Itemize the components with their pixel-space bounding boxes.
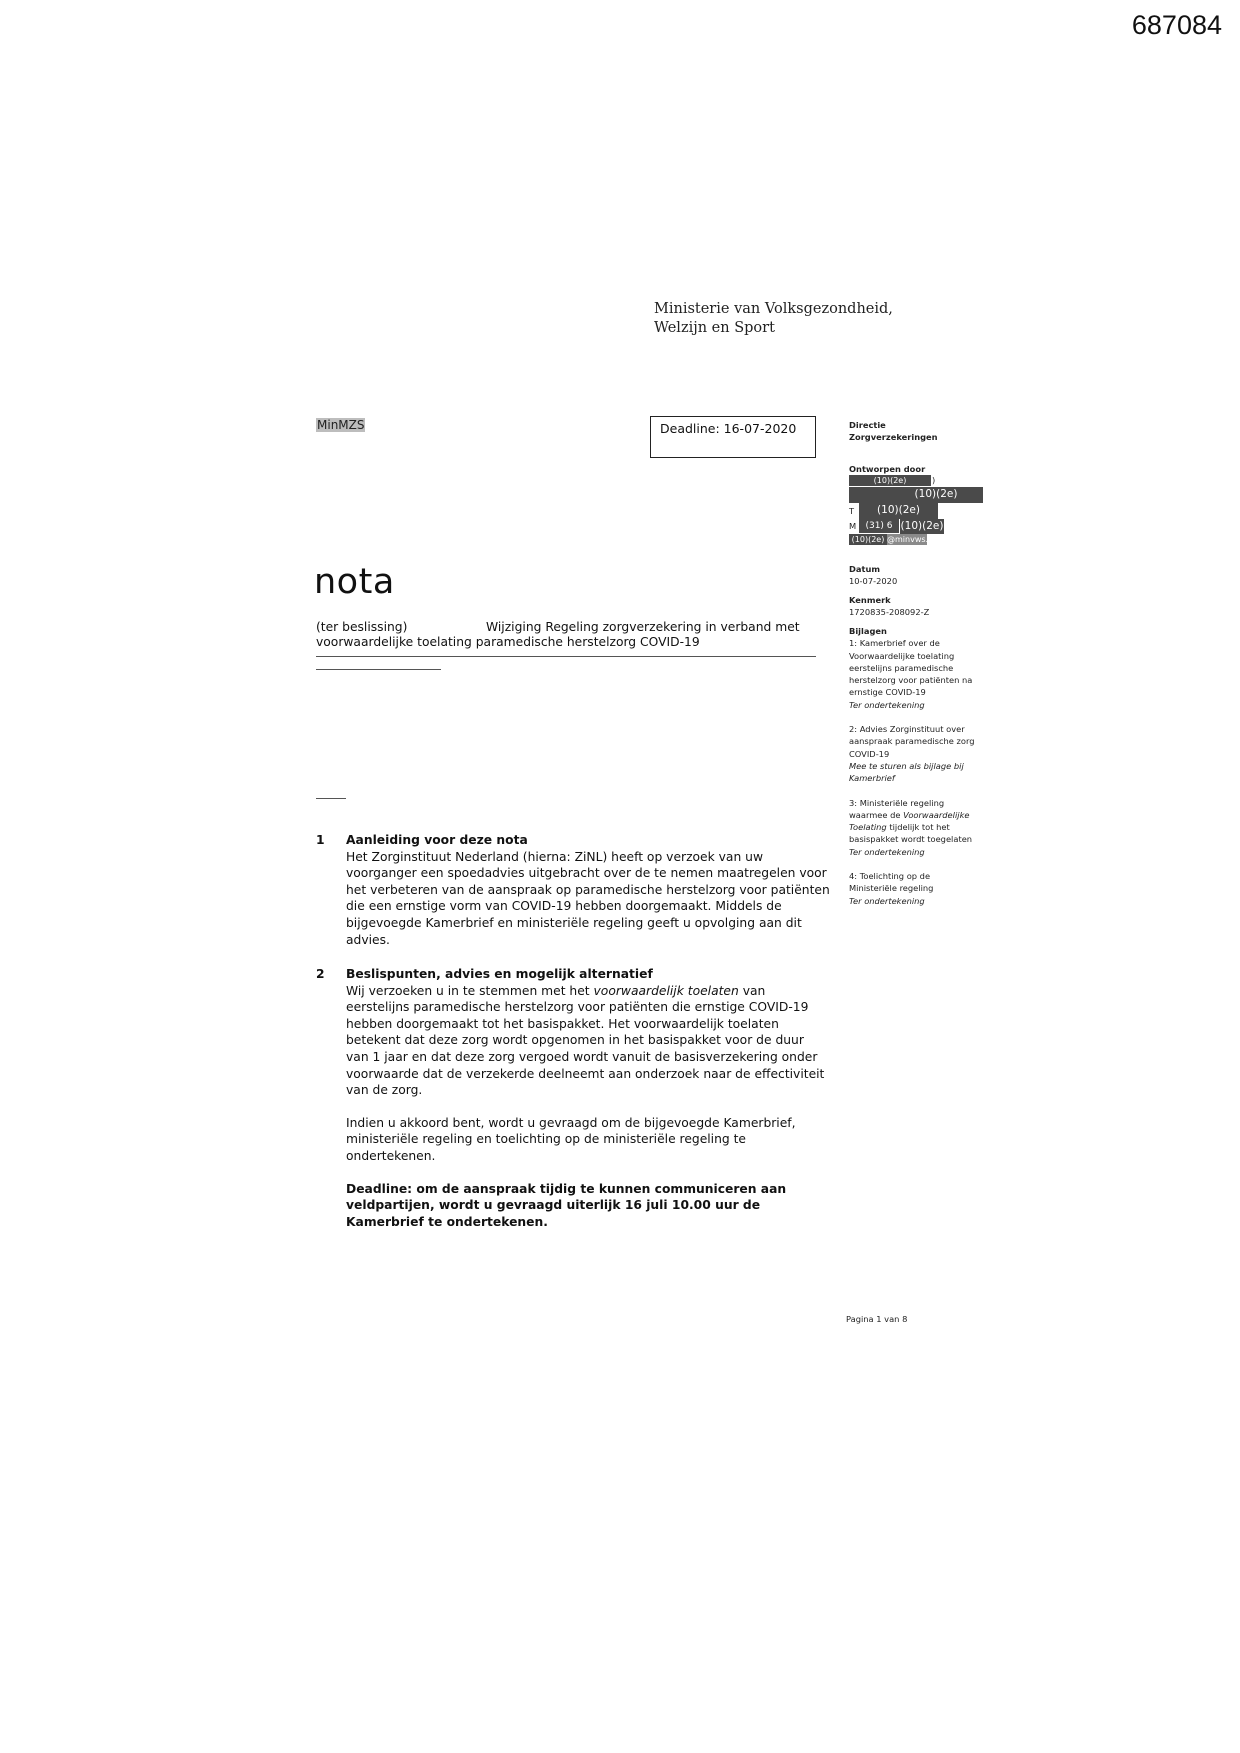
bijlage-4: 4: Toelichting op de Ministeriële regeling Ter ondertekening xyxy=(849,871,934,906)
email-domain: @minvws.nl xyxy=(887,535,936,544)
section-aanleiding: 1 Aanleiding voor deze nota Het Zorginstituut Nederland (hierna: ZiNL) heeft op verzoek van uw voorganger een spoedadvies uitgebracht over de te nemen maatregelen voor het verbeteren van de aanspraak op paramedische herstelzorg voor patiënten die een ernstige vorm van COVID-19 hebben doorgemaakt. Middels de bijgevoegde Kamerbrief en ministeriële regeling geeft u opvolging aan dit advies. xyxy=(316,832,836,948)
kenmerk-label: Kenmerk xyxy=(849,595,891,605)
redaction-block: (10)(2e) xyxy=(849,475,931,486)
datum-value: 10-07-2020 xyxy=(849,576,898,587)
bijlage-2: 2: Advies Zorginstituut over aanspraak paramedische zorg COVID-19 Mee te sturen als bijlage bij Kamerbrief xyxy=(849,724,975,784)
ministry-name-line2: Welzijn en Sport xyxy=(654,320,775,336)
phone-prefix-t: T xyxy=(849,506,855,516)
redaction-block: (10)(2e) xyxy=(849,487,983,503)
subject-status: (ter beslissing) xyxy=(316,620,408,634)
section-number: 2 xyxy=(316,967,325,981)
section-heading: Beslispunten, advies en mogelijk alternatief xyxy=(346,967,653,981)
ministry-letterhead xyxy=(654,300,893,338)
subject-line2: voorwaardelijke toelating paramedische herstelzorg COVID-19 xyxy=(316,635,700,649)
addressee-label: MinMZS xyxy=(317,418,365,432)
bijlagen-label: Bijlagen xyxy=(849,626,887,636)
bijlage-3: 3: Ministeriële regeling waarmee de Voorwaardelijke Toelating tijdelijk tot het basispakket wordt toegelaten Ter ondertekening xyxy=(849,797,973,857)
deadline-box: Deadline: 16-07-2020 xyxy=(650,416,816,458)
subject xyxy=(316,620,816,650)
paragraph: Indien u akkoord bent, wordt u gevraagd om de bijgevoegde Kamerbrief, ministeriële regeling en toelichting op de ministeriële regeling te ondertekenen. xyxy=(346,1115,796,1163)
bijlage-1: 1: Kamerbrief over de Voorwaardelijke toelating eerstelijns paramedische herstelzorg voor patiënten na ernstige COVID-19 Ter ondertekening xyxy=(849,638,973,710)
page-number: Pagina 1 van 8 xyxy=(846,1314,908,1324)
phone-prefix-m: M xyxy=(849,521,857,531)
redaction-block: (10)(2e) xyxy=(849,534,887,545)
redaction-block: (31) 6 xyxy=(859,519,899,533)
subject-rule xyxy=(316,656,816,657)
section-number: 1 xyxy=(316,833,325,847)
subject-line1: Wijziging Regeling zorgverzekering in verband met xyxy=(486,620,800,634)
directie-label: Directie xyxy=(849,420,886,430)
kenmerk-value: 1720835-208092-Z xyxy=(849,607,930,618)
deadline-paragraph: Deadline: om de aanspraak tijdig te kunnen communiceren aan veldpartijen, wordt u gevraagd uiterlijk 16 juli 10.00 uur de Kamerbrief te ondertekenen. xyxy=(346,1181,787,1229)
redaction-block: (10)(2e) xyxy=(859,503,938,519)
redaction-block: (10)(2e) xyxy=(900,520,944,532)
separator-rule xyxy=(316,798,346,799)
ontworpen-door-label: Ontworpen door xyxy=(849,464,926,474)
section-beslispunten xyxy=(316,966,836,1246)
section-heading: Aanleiding voor deze nota xyxy=(346,833,528,847)
subject-rule-short xyxy=(316,669,441,670)
document-title: nota xyxy=(314,562,395,602)
ministry-name-line1: Ministerie van Volksgezondheid, xyxy=(654,301,893,317)
document-number: 687084 xyxy=(1131,10,1222,40)
paragraph: Wij verzoeken u in te stemmen met het voorwaardelijk toelaten van eerstelijns paramedische herstelzorg voor patiënten die ernstige COVID-19 hebben doorgemaakt tot het basispakket. Het voorwaardelijk toelaten betekent dat deze zorg wordt opgenomen in het basispakket voor de duur van 1 jaar en dat deze zorg vergoed wordt vanuit de basisverzekering onder voorwaarde dat de verzekerde deelneemt aan onderzoek naar de effectiviteit van de zorg. xyxy=(346,983,825,1098)
directie-value: Zorgverzekeringen xyxy=(849,432,938,443)
datum-label: Datum xyxy=(849,564,881,574)
